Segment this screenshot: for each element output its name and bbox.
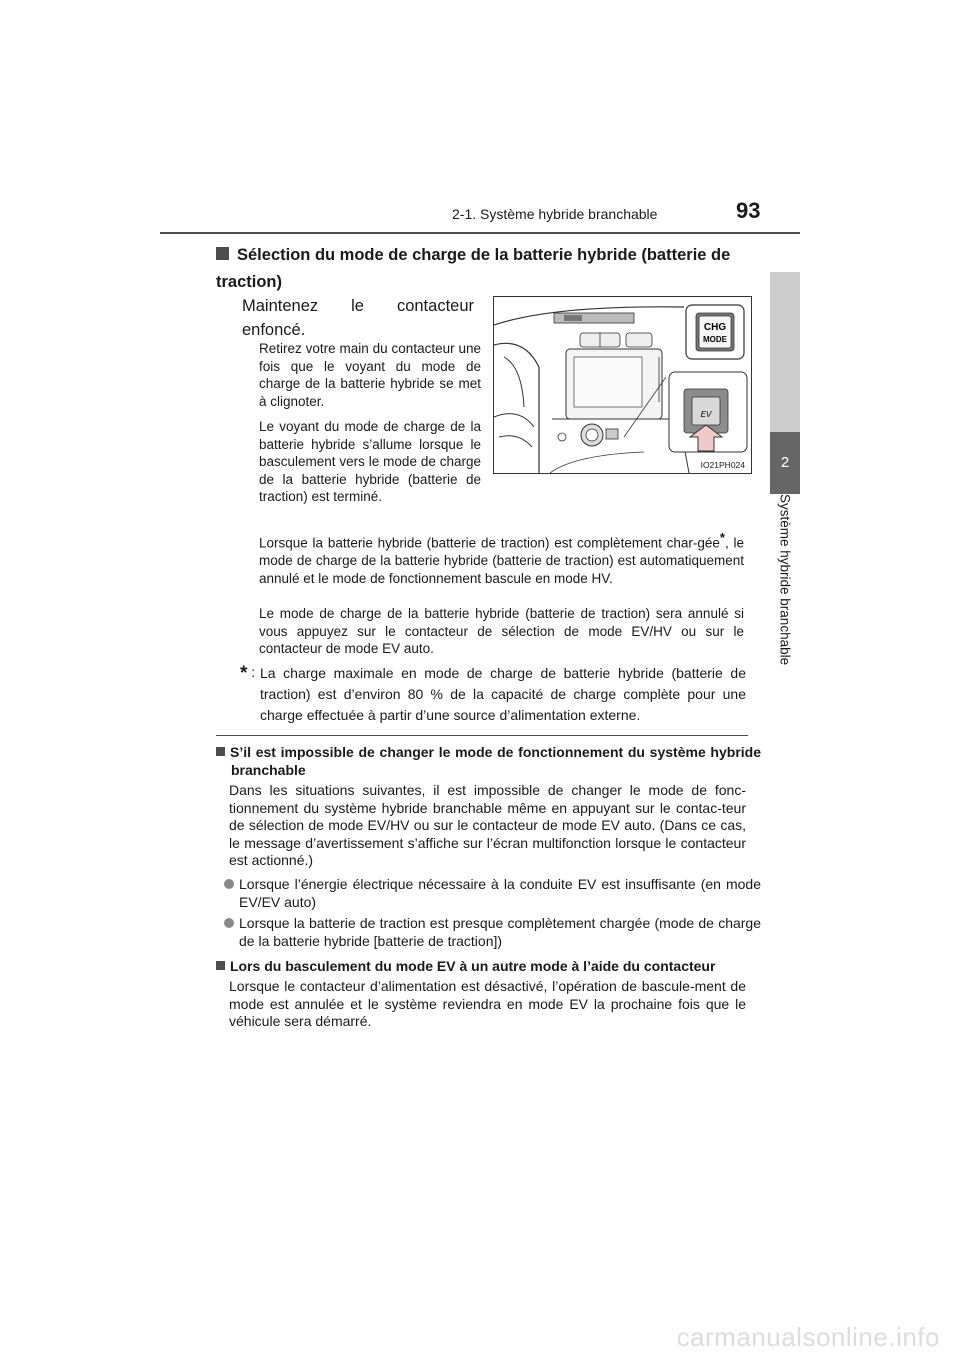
square-bullet-icon (216, 247, 229, 260)
note-release-switch: Retirez votre main du contacteur une fois que le voyant du mode de charge de la batterie hybride se met à clignoter. (259, 341, 481, 409)
note-fully-charged-body: le mode de charge de la batterie hybride (batterie de traction) est automatiquement annulé et le mode de fonctionnement bascule en mode HV. (259, 535, 744, 586)
footnote (240, 662, 746, 726)
subsection-heading-2-text: Lors du basculement du mode EV à un autre mode à l’aide du contacteur (230, 958, 716, 974)
subsection-heading-2 (216, 958, 746, 976)
footnote-text: La charge maximale en mode de charge de batterie hybride (batterie de traction) est d’environ 80 % de la capacité de charge complète pour une charge effectuée à partir d’une source d’alimentation externe. (260, 665, 746, 723)
section-heading (216, 242, 756, 296)
note-cancel: Le mode de charge de la batterie hybride (batterie de traction) sera annulé si vous appuyez sur le contacteur de sélection de mode EV/HV ou sur le contacteur de mode EV auto. (259, 606, 744, 656)
note-fully-charged-prefix: Lorsque la batterie hybride (batterie de traction) est complètement char-gée (259, 535, 720, 551)
watermark: carmanualsonline.info (676, 1322, 940, 1352)
footnote-marker: * (240, 663, 248, 684)
note-fully-charged: Lorsque la batterie hybride (batterie de traction) est complètement char-gée*, le mode de charge de la batterie hybride (batterie de traction) est automatiquement annulé et le mode de fonctionnement bascule en mode HV. (259, 530, 744, 586)
running-header: 2-1. Système hybride branchable (452, 206, 658, 222)
page-number: 93 (736, 198, 761, 223)
square-bullet-icon (216, 747, 225, 756)
dashboard-illustration (494, 297, 751, 473)
list-item-text: Lorsque l’énergie électrique nécessaire à la conduite EV est insuffisante (en mode EV/EV auto) (239, 876, 761, 910)
side-tab-title (770, 494, 800, 684)
step-instruction-line2: enfoncé. (242, 321, 306, 339)
list-item (224, 915, 761, 950)
section-divider (216, 735, 748, 736)
footnote-ref: * (719, 530, 725, 545)
list-item-text: Lorsque la batterie de traction est presque complètement chargée (mode de charge de la batterie hybride [batterie de traction]) (239, 915, 761, 949)
switch-label: EV (700, 410, 712, 419)
bullet-dot-icon (224, 879, 234, 889)
dashboard-figure (493, 296, 752, 474)
chg-label: CHG (703, 322, 727, 333)
bullet-dot-icon (224, 918, 234, 928)
note-indicator-on: Le voyant du mode de charge de la batterie hybride s’allume lorsque le basculement vers le mode de charge de la batterie hybride (batterie de traction) est terminé. (259, 419, 481, 504)
subsection-heading-1-text: S’il est impossible de changer le mode de fonctionnement du système hybride branchable (230, 744, 761, 778)
subsection-heading-1 (216, 744, 761, 779)
step-instruction-line1: Maintenez le contacteur (242, 297, 474, 315)
mode-label: MODE (703, 335, 727, 344)
header-rule (160, 232, 800, 234)
side-tab-number: 2 (770, 432, 800, 494)
section-heading-text: Sélection du mode de charge de la batterie hybride (batterie de traction) (216, 246, 731, 291)
subsection-body-1: Dans les situations suivantes, il est impossible de changer le mode de fonc-tionnement du système hybride branchable même en appuyant sur le contac-teur de sélection de mode EV/HV ou sur le contacteur de mode EV auto. (Dans ce cas, le message d’avertissement s’affiche sur l’écran multifonction lorsque le contacteur est actionné.) (229, 782, 746, 868)
square-bullet-icon (216, 961, 225, 970)
list-item (224, 876, 761, 911)
figure-label: IO21PH024 (700, 460, 745, 470)
footnote-separator: : (251, 664, 256, 680)
subsection-body-2: Lorsque le contacteur d’alimentation est désactivé, l’opération de bascule-ment de mode est annulée et le système reviendra en mode EV la prochaine fois que le véhicule sera démarré. (229, 978, 746, 1029)
side-tab-title-text: Système hybride branchable (777, 494, 793, 666)
side-tab-top (770, 272, 800, 432)
